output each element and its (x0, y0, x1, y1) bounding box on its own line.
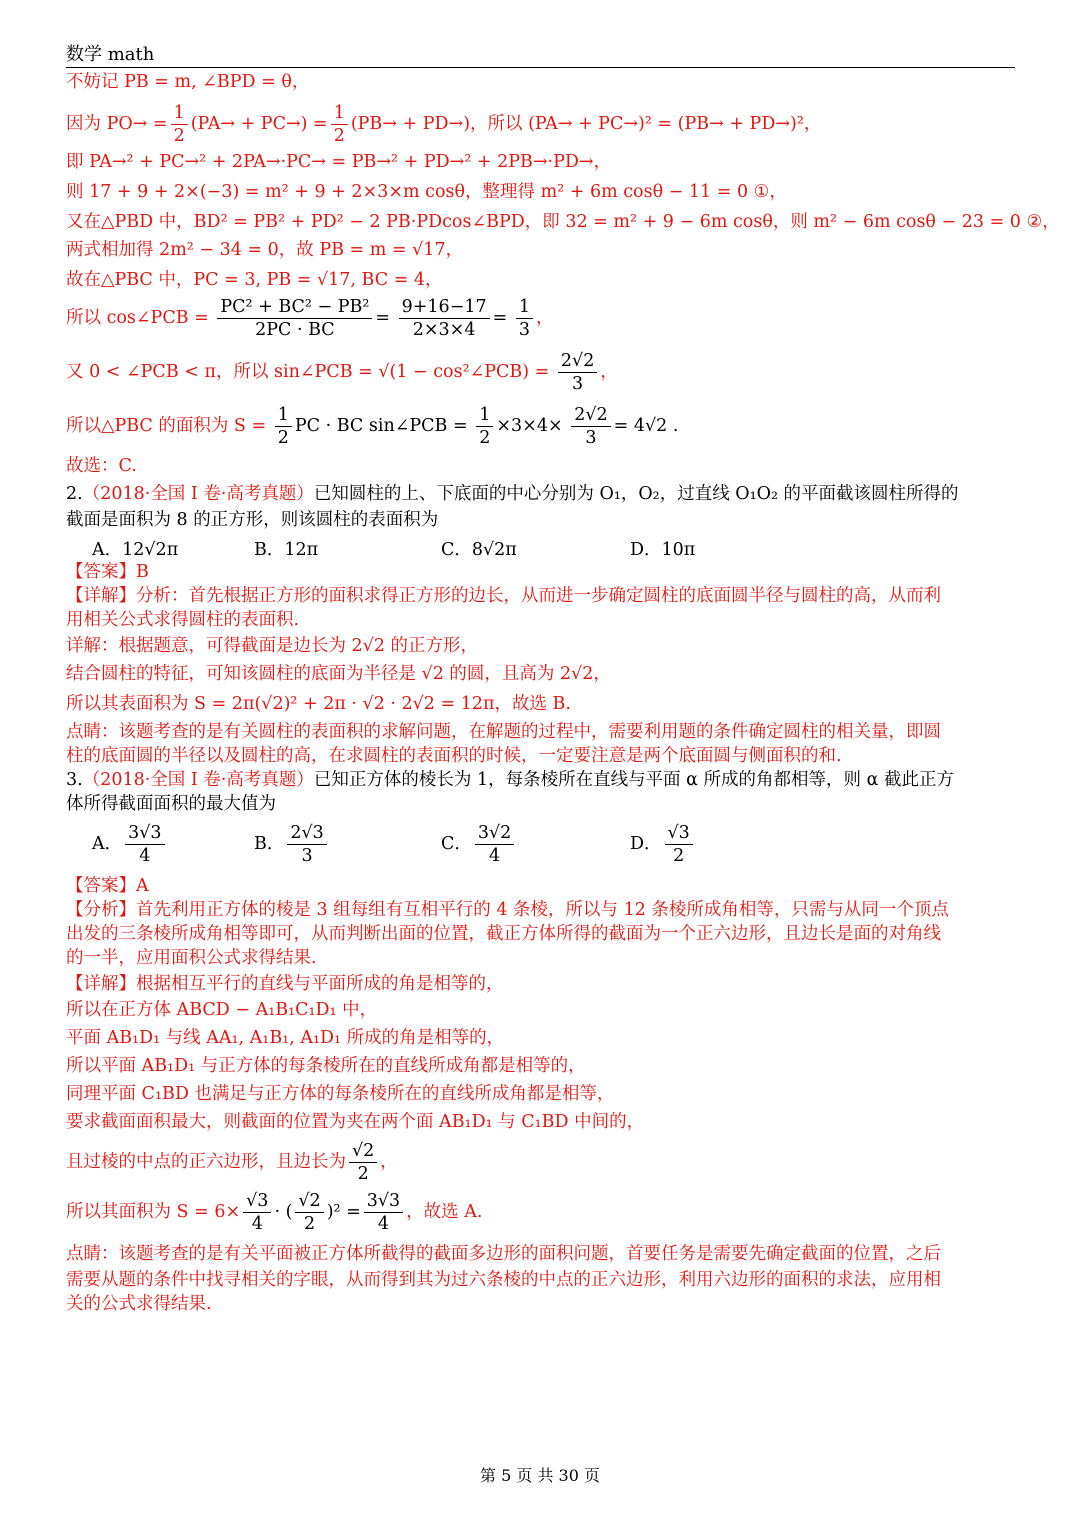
sol1-line10: 所以△PBC 的面积为 S = $\frac{1}{2}$ PC · BC sin∠PCB = $\frac{1}{2}$ ×3×4× $\frac{2√2}{3}$ = 4√2 . (66, 405, 679, 448)
q3-answer: 【答案】A (66, 876, 149, 896)
sol1-line7: 故在△PBC 中，PC = 3, PB = √17, BC = 4， (66, 270, 443, 290)
q3-option-a: A． $\frac{3√3}{4}$ (92, 822, 168, 867)
q2-option-d: D．10π (630, 540, 696, 560)
q3-stem-line1: 3.（2018·全国 I 卷·高考真题）已知正方体的棱长为 1，每条棱所在直线与平面 α 所成的角都相等，则 α 截此正方 (66, 770, 954, 790)
q2-stem-line2: 截面是面积为 8 的正方形，则该圆柱的表面积为 (66, 510, 439, 530)
q3-stem-line2: 体所得截面面积的最大值为 (66, 794, 276, 814)
q3-detail-3: 平面 AB₁D₁ 与线 AA₁, A₁B₁, A₁D₁ 所成的角是相等的， (66, 1028, 505, 1048)
q3-comment-3: 关的公式求得结果. (66, 1294, 212, 1314)
q2-comment-2: 柱的底面圆的半径以及圆柱的高，在求圆柱的表面积的时候，一定要注意是两个底面圆与侧面积的和. (66, 746, 842, 766)
header-subject: 数学 math (66, 44, 155, 65)
sol1-line2: 因为 PO→ = $\frac{1}{2}$ (PA→ + PC→) = $\frac{1}{2}$ (PB→ + PD→)，所以 (PA→ + PC→)² = (PB→ + PD→)²， (66, 103, 822, 146)
sol1-line8: 所以 cos∠PCB = $\frac{\text{PC² + BC² − PB²}}{2PC \cdot BC}$ = $\frac{9+16-17}{2\times 3\times 4}$ = $\frac{1}{3}$ ， (66, 297, 554, 340)
q3-option-c: C． $\frac{3√2}{4}$ (441, 822, 517, 867)
q3-detail-1: 【详解】根据相互平行的直线与平面所成的角是相等的， (66, 974, 504, 994)
q3-detail-7: 且过棱的中点的正六边形，且边长为 $\frac{√2}{2}$ ， (66, 1141, 398, 1184)
q2-option-a: A．12√2π (92, 540, 179, 560)
q3-option-b: B． $\frac{2√3}{3}$ (254, 822, 330, 867)
q3-analysis-1: 【分析】首先利用正方体的棱是 3 组每组有互相平行的 4 条棱，所以与 12 条棱所成角相等，只需与从同一个顶点 (66, 900, 949, 920)
q3-detail-6: 要求截面面积最大，则截面的位置为夹在两个面 AB₁D₁ 与 C₁BD 中间的， (66, 1112, 645, 1132)
q3-analysis-3: 的一半，应用面积公式求得结果. (66, 948, 317, 968)
q2-comment-1: 点睛：该题考查的是有关圆柱的表面积的求解问题，在解题的过程中，需要利用题的条件确定圆柱的相关量，即圆 (66, 722, 941, 742)
header-rule (66, 67, 1015, 68)
sol1-line3: 即 PA→² + PC→² + 2PA→·PC→ = PB→² + PD→² + 2PB→·PD→， (66, 152, 612, 172)
page-number: 第 5 页 共 30 页 (480, 1466, 600, 1485)
q2-stem-line1: 2.（2018·全国 I 卷·高考真题）已知圆柱的上、下底面的中心分别为 O₁，O₂，过直线 O₁O₂ 的平面截该圆柱所得的 (66, 484, 959, 504)
sol1-conclusion: 故选：C. (66, 456, 137, 476)
sol1-line5: 又在△PBD 中，BD² = PB² + PD² − 2 PB·PDcos∠BPD，即 32 = m² + 9 − 6m cosθ，则 m² − 6m cosθ − 23 = 0 ②， (66, 212, 1060, 232)
q2-detail-5: 所以其表面积为 S = 2π(√2)² + 2π · √2 · 2√2 = 12π，故选 B. (66, 694, 571, 714)
q2-detail-1: 【详解】分析：首先根据正方形的面积求得正方形的边长，从而进一步确定圆柱的底面圆半径与圆柱的高，从而利 (66, 586, 941, 606)
q3-detail-8: 所以其面积为 S = 6× $\frac{√3}{4}$ · ( $\frac{√2}{2}$ )² = $\frac{3√3}{4}$ ，故选 A. (66, 1191, 483, 1234)
sol1-line6: 两式相加得 2m² − 34 = 0，故 PB = m = √17， (66, 240, 464, 260)
q3-detail-4: 所以平面 AB₁D₁ 与正方体的每条棱所在的直线所成角都是相等的， (66, 1056, 586, 1076)
sol1-line1: 不妨记 PB = m, ∠BPD = θ， (66, 72, 310, 92)
q2-detail-3: 详解：根据题意，可得截面是边长为 2√2 的正方形， (66, 636, 479, 656)
q3-detail-2: 所以在正方体 ABCD − A₁B₁C₁D₁ 中， (66, 1000, 378, 1020)
q3-comment-1: 点睛：该题考查的是有关平面被正方体所截得的截面多边形的面积问题，首要任务是需要先确定截面的位置，之后 (66, 1244, 941, 1264)
q3-option-d: D． $\frac{√3}{2}$ (630, 822, 696, 867)
q2-option-b: B．12π (254, 540, 319, 560)
q3-analysis-2: 出发的三条棱所成角相等即可，从而判断出面的位置，截正方体所得的截面为一个正六边形，且边长是面的对角线 (66, 924, 941, 944)
q2-answer: 【答案】B (66, 562, 149, 582)
sol1-line9: 又 0 < ∠PCB < π，所以 sin∠PCB = √(1 − cos²∠PCB) = $\frac{2√2}{3}$ ， (66, 351, 618, 394)
q3-comment-2: 需要从题的条件中找寻相关的字眼，从而得到其为过六条棱的中点的正六边形，利用六边形的面积的求法，应用相 (66, 1270, 941, 1290)
q2-detail-4: 结合圆柱的特征，可知该圆柱的底面为半径是 √2 的圆，且高为 2√2， (66, 664, 611, 684)
q3-detail-5: 同理平面 C₁BD 也满足与正方体的每条棱所在的直线所成角都是相等， (66, 1084, 615, 1104)
q2-option-c: C．8√2π (441, 540, 517, 560)
sol1-line4: 则 17 + 9 + 2×(−3) = m² + 9 + 2×3×m cosθ，整理得 m² + 6m cosθ − 11 = 0 ①， (66, 182, 787, 202)
q2-detail-2: 用相关公式求得圆柱的表面积. (66, 610, 300, 630)
